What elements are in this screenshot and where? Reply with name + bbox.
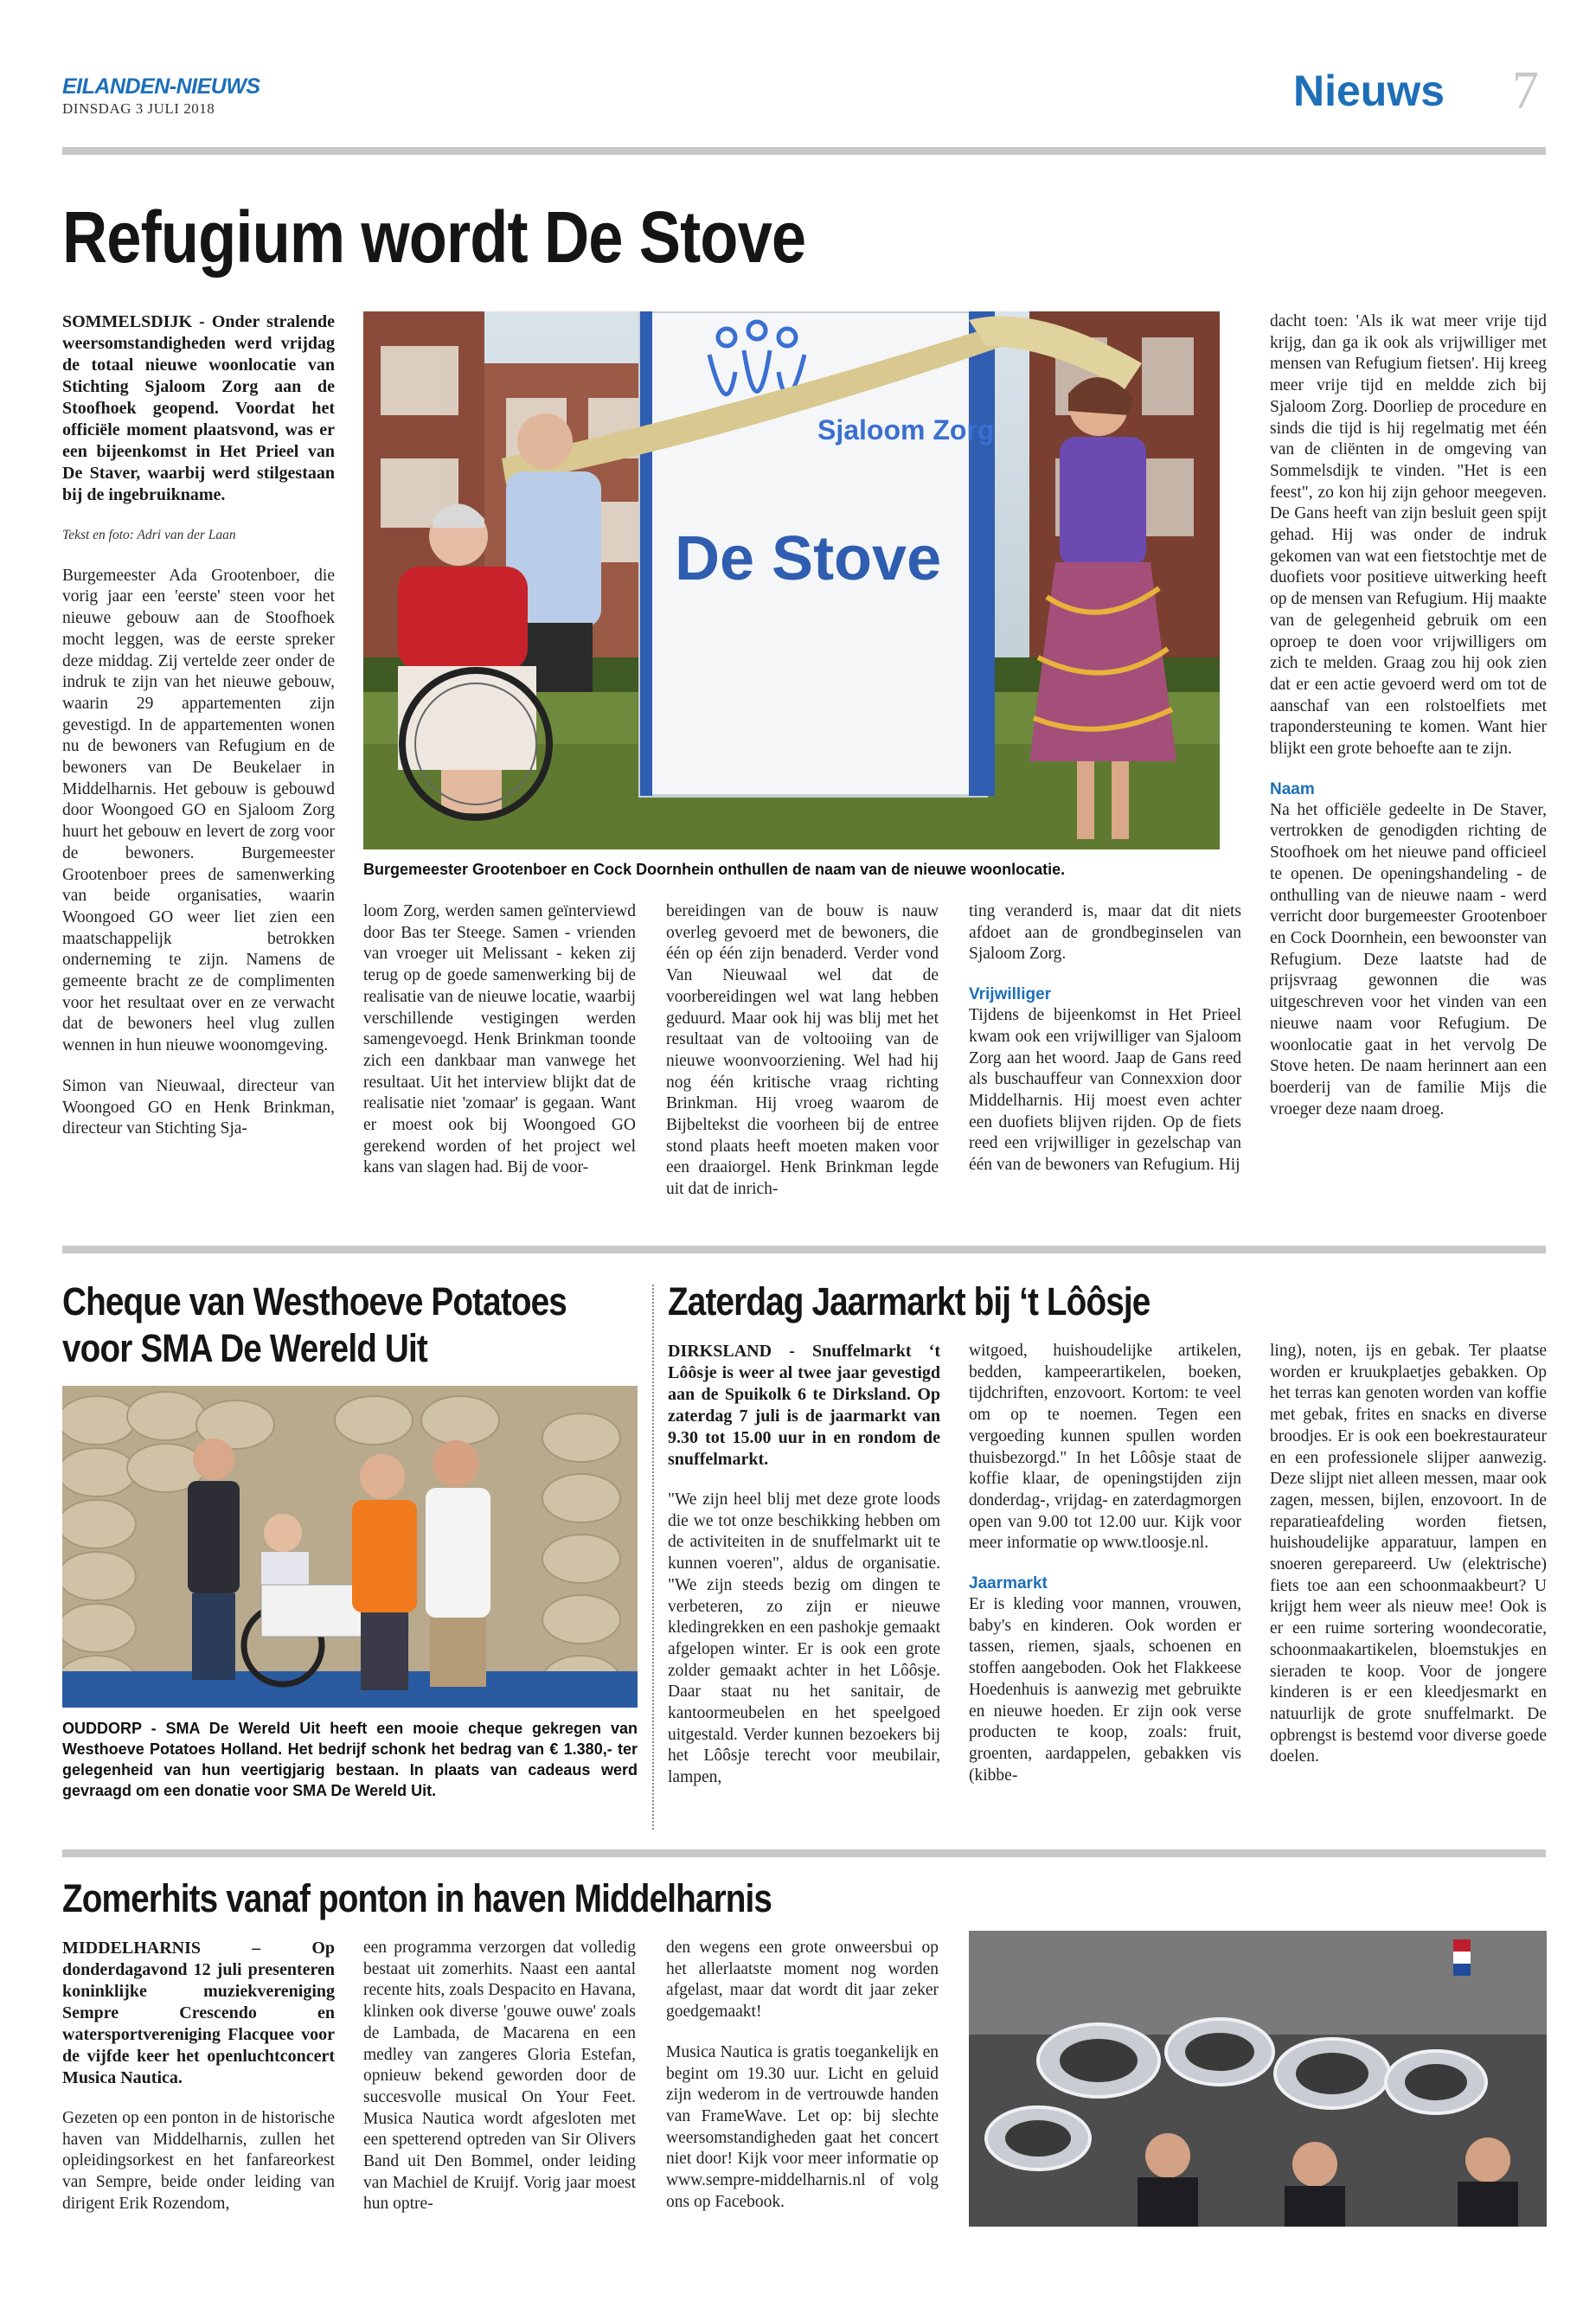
article4-col3-p1: den wegens een grote onweersbui op het allerlaatste moment nog worden afgelast, maar dat wordt dit jaar zeker goedgemaakt! [666, 1939, 939, 2022]
article4-lead: MIDDELHARNIS – Op donderdagavond 12 juli presenteren koninklijke muziekvereniging Sempre Crescendo en watersportvereniging Flacquee voor de vijfde keer het openluchtconcert Musica Nautica. [62, 1939, 335, 2087]
photo-credit: Tekst en foto: Adri van der Laan [62, 528, 236, 542]
article4-col2 [363, 1938, 636, 2234]
subhead-jaarmarkt: Jaarmarkt [969, 1574, 1048, 1593]
section-title: Nieuws [1293, 67, 1445, 115]
article3-col3-text: ling), noten, ijs en gebak. Ter plaatse worden er kruukplaetjes gebakken. Op het terras kan genoten worden van koffie met gebak, frites en snacks en diverse broodjes. Er is ook een boekrestaurateur en een professionele slijper aanwezig. Deze slijpt niet alleen messen, maar ook zagen, messen, bijlen, enzovoort. In de reparatieafdeling worden fietsen, huishoudelijke apparatuur, lampen en snoeren gerepareerd. Uw (elektrische) fiets toe aan een schoonmaakbeurt? U krijgt hem weer als nieuw mee! Ook is er een ruime sortering woondecoratie, schoonmaakartikelen, bloemstukjes en sieraden te koop. Voor de jongere kinderen is er een kleedjesmarkt en natuurlijk de grote snuffelmarkt. De opbrengst is bestemd voor diverse goede doelen. [1270, 1342, 1547, 1766]
paper-name: EILANDEN-NIEUWS [62, 74, 260, 99]
article1-col4-p1: ting veranderd is, maar dat dit niets afdoet aan de grondbeginselen van Sjaloom Zorg. [969, 902, 1241, 964]
unveiling-caption: Burgemeester Grootenboer en Cock Doornhein onthullen de naam van de nieuwe woonlocatie. [363, 861, 1066, 878]
article4-col3-p2: Musica Nautica is gratis toegankelijk en begint om 19.30 uur. Licht en geluid zijn wederom in de vertrouwde handen van FrameWave. Let op: bij slechte weersomstandigheden gaat het concert niet door! Kijk voor meer informatie op www.sempre-middelharnis.nl of volg ons op Facebook. [666, 2042, 939, 2211]
article4-col2-text: een programma verzorgen dat volledig bestaat uit zomerhits. Naast een aantal recente hits, zoals Despacito en Havana, klinken ook diverse 'gouwe ouwe' zoals de Lambada, de Macarena en een medley van zangeres Gloria Estefan, opnieuw bekend geworden door de succesvolle musical On Your Feet. Musica Nautica wordt afgesloten met een spetterend optreden van Sir Olivers Band uit Den Bommel, onder leiding van Machiel de Kruijf. Vorig jaar moest hun optre- [363, 1939, 636, 2214]
article4-col3 [666, 1938, 939, 2232]
article3-lead: DIRKSLAND - Snuffelmarkt ‘t Lôôsje is weer al twee jaar gevestigd aan de Spuikolk 6 te Dirksland. Op zaterdag 7 juli is de jaarmarkt van 9.30 tot 15.00 uur in en rondom de snuffelmarkt. [668, 1342, 940, 1469]
article3-col2-p1: witgoed, huishoudelijke artikelen, bedden, kampeerartikelen, boeken, tijdchriften, enzovoort. Kortom: te veel om op te noemen. Tegen een vergoeding kunnen spullen worden thuisbezorgd." In het Lôôsje staat de koffie klaar, de openingstijden zijn donderdag-, vrijdag- en zaterdagmorgen open van 9.00 tot 12.00 uur. Kijk voor meer informatie op www.tloosje.nl. [969, 1342, 1241, 1553]
column-divider [652, 1285, 654, 1830]
subhead-naam: Naam [1270, 779, 1315, 798]
subhead-vrijwilliger: Vrijwilliger [969, 985, 1052, 1004]
article1-col5-p1: dacht toen: 'Als ik wat meer vrije tijd krijg, dan ga ik ook als vrijwilliger met mensen van Refugium fietsen'. Hij kreeg meer vrije tijd en meldde zich bij Sjaloom Zorg. Doorliep de procedure en sinds die tijd is hij regelmatig met één van de cliënten in de omgeving van Sommelsdijk te vinden. "Het is een feest", zo kon hij zijn gehoor meegeven. De Gans heeft van zijn besluit geen spijt gehad. Hij was onder de indruk gekomen van wat een fietstochtje met de duofiets voor positieve uitwerking heeft op de mensen van Refugium. Hij maakte van de gelegenheid gebruik om een oproep te doen voor vrijwilligers om zich te melden. Graag zou hij ook zien dat er een actie gevoerd werd om tot de aanschaf van een rolstoelfiets met trapondersteuning te komen. Want hier blijkt een grote behoefte aan te zijn. [1270, 312, 1547, 759]
sign-brand: Sjaloom Zorg [817, 414, 995, 445]
brass-band-photo [969, 1931, 1547, 2227]
article1-headline: Refugium wordt De Stove [62, 196, 806, 278]
article3-col1-text: "We zijn heel blij met deze grote loods die we tot onze beschikking hebben om de activiteiten in de snuffelmarkt uit te kunnen voeren", aldus de organisatie. "We zijn steeds bezig om dingen te verbeteren, zo zijn er nieuwe kledingrekken en een pashokje gemaakt afgelopen winter. Er is ook een grote zolder gemaakt achter in het Lôôsje. Daar staat nu het sanitair, de kantoormeubelen en het speelgoed uitgestald. Verder kunnen bezoekers bij het Lôôsje terecht voor meubilair, lampen, [668, 1490, 940, 1787]
article1-col1-p2: Simon van Nieuwaal, directeur van Woongoed GO en Henk Brinkman, directeur van Stichting Sja- [62, 1076, 335, 1138]
cheque-photo [62, 1386, 638, 1708]
article1-col5 [1270, 311, 1547, 1139]
article2-headline-line1: Cheque van Westhoeve Potatoes [62, 1279, 567, 1324]
article1-col1-p1: Burgemeester Ada Grootenboer, die vorig jaar een 'eerste' steen voor het nieuwe gebouw aan de Stoofhoek mocht leggen, was de eerste spreker deze middag. Zij vertelde zeer onder de indruk te zijn van het nieuwe gebouw, waarin 29 appartementen zijn gevestigd. In de appartementen wonen nu de bewoners van Refugium en de bewoners van De Beukelaer in Middelharnis. Het gebouw is gebouwd door Woongoed GO en Sjaloom Zorg huurt het gebouw en levert de zorg voor de bewoners. Burgemeester Grootenboer prees de samenwerking van beide organisaties, waarin Woongoed GO weer liet zien een maatschappelijk betrokken onderneming te zijn. Namens de gemeente bracht ze de complimenten voor het resultaat over en ze verwacht dat de bewoners heel vlug zullen wennen in hun nieuwe woonomgeving. [62, 566, 335, 1055]
middle-rule [62, 1246, 1546, 1253]
article1-col4 [969, 901, 1241, 1195]
article3-col1 [668, 1341, 940, 1808]
article1-col2-text: loom Zorg, werden samen geïnterviewd door Bas ter Steege. Samen - vrienden van vroeger uit Melissant - keken zij terug op de goede samenwerking bij de realisatie van de nieuwe locatie, waarbij verschillende vestigingen werden samengevoegd. Henk Brinkman toonde zich een dankbaar man vanwege het resultaat. Uit het interview blijkt dat de realisatie niet 'zomaar' is gegaan. Want er moest ook bij Woongoed GO gerekend worden of het project wel kans van slagen had. Bij de voor- [363, 902, 636, 1177]
article2-caption: OUDDORP - SMA De Wereld Uit heeft een mooie cheque gekregen van Westhoeve Potatoes Holland. Het bedrijf schonk het bedrag van € 1.380,- ter gelegenheid van hun veertigjarig bestaan. In plaats van cadeaus werd gevraagd om een donatie voor SMA De Wereld Uit. [62, 1720, 638, 1799]
article1-col2 [363, 901, 636, 1198]
article1-lead: SOMMELSDIJK - Onder stralende weersomstandigheden werd vrijdag de totaal nieuwe woonlocatie van Stichting Sjaloom Zorg aan de Stoofhoek geopend. Voordat het officiële moment plaatsvond, was er een bijeenkomst in Het Prieel van De Staver, waarbij werd stilgestaan bij de ingebruikname. [62, 312, 335, 504]
page-number: 7 [1512, 61, 1539, 120]
dateline: DINSDAG 3 JULI 2018 [62, 100, 215, 117]
article4-col1-p1: Gezeten op een ponton in de historische haven van Middelharnis, zullen het opleidingsorkest en het fanfareorkest van Sempre, beide onder leiding van dirigent Erik Rozendom, [62, 2109, 335, 2213]
cheque-photo-illustration [62, 1386, 638, 1708]
article2-headline-line2: voor SMA De Wereld Uit [62, 1326, 427, 1370]
article1-col1 [62, 311, 335, 1159]
article4-headline: Zomerhits vanaf ponton in haven Middelharnis [62, 1876, 772, 1920]
brass-band-photo-illustration [969, 1931, 1547, 2227]
unveiling-photo-illustration [363, 311, 1220, 849]
article3-col2-p2: Er is kleding voor mannen, vrouwen, baby's en kinderen. Ook worden er tassen, riemen, sjaals, schoenen en stoffen aangeboden. Ook het Flakkeese Hoedenhuis is aanwezig met gebruikte en nieuwe hoeden. Er zijn ook verse producten te koop, zoals: fruit, groenten, aardappelen, gebakken vis (kibbe- [969, 1595, 1241, 1785]
article4-col1 [62, 1938, 335, 2234]
unveiling-photo [363, 311, 1220, 849]
top-rule [62, 147, 1546, 155]
article3-col3 [1270, 1341, 1547, 1787]
article1-col4-p2: Tijdens de bijeenkomst in Het Prieel kwam ook een vrijwilliger van Sjaloom Zorg aan het woord. Jaap de Gans reed als buschauffeur van Connexxion door Middelharnis. Hij moest even achter een duofiets blijven rijden. Op de fiets reed een vrijwilliger in gezelschap van één van de bewoners van Refugium. Hij [969, 1006, 1241, 1175]
article3-headline: Zaterdag Jaarmarkt bij ‘t Lôôsje [668, 1279, 1151, 1324]
article1-col5-p2: Na het officiële gedeelte in De Staver, vertrokken de genodigden richting de Stoofhoek om het nieuwe pand officieel te openen. De openingshandeling - de onthulling van de nieuwe naam - werd verricht door burgemeester Grootenboer en Cock Doornhein, een bewoonster van Refugium. Deze laatste had de prijsvraag gewonnen die was uitgeschreven voor het vinden van een nieuwe naam voor Refugium. De woonlocatie gaat in het vervolg De Stove heten. De naam herinnert aan een boerderij van de familie Mijs die vroeger deze naam droeg. [1270, 800, 1547, 1118]
article3-col2 [969, 1341, 1241, 1805]
article1-col3 [666, 901, 939, 1220]
article1-col3-text: bereidingen van de bouw is nauw overleg gevoerd met de bewoners, die één op één zijn benaderd. Verder vond Van Nieuwaal wel dat de voorbereidingen wel wat lang hebben geduurd. Maar ook hij was blij met het resultaat van de voltooiing van de nieuwe woonvoorziening. Wel had hij nog één kritische vraag richting Brinkman. Hij vroeg waarom de Bijbeltekst die voorheen bij de entree stond plaats heeft moeten maken voor een draaiorgel. Henk Brinkman legde uit dat de inrich- [666, 902, 939, 1199]
lower-rule [62, 1849, 1546, 1857]
sign-name: De Stove [675, 524, 942, 593]
